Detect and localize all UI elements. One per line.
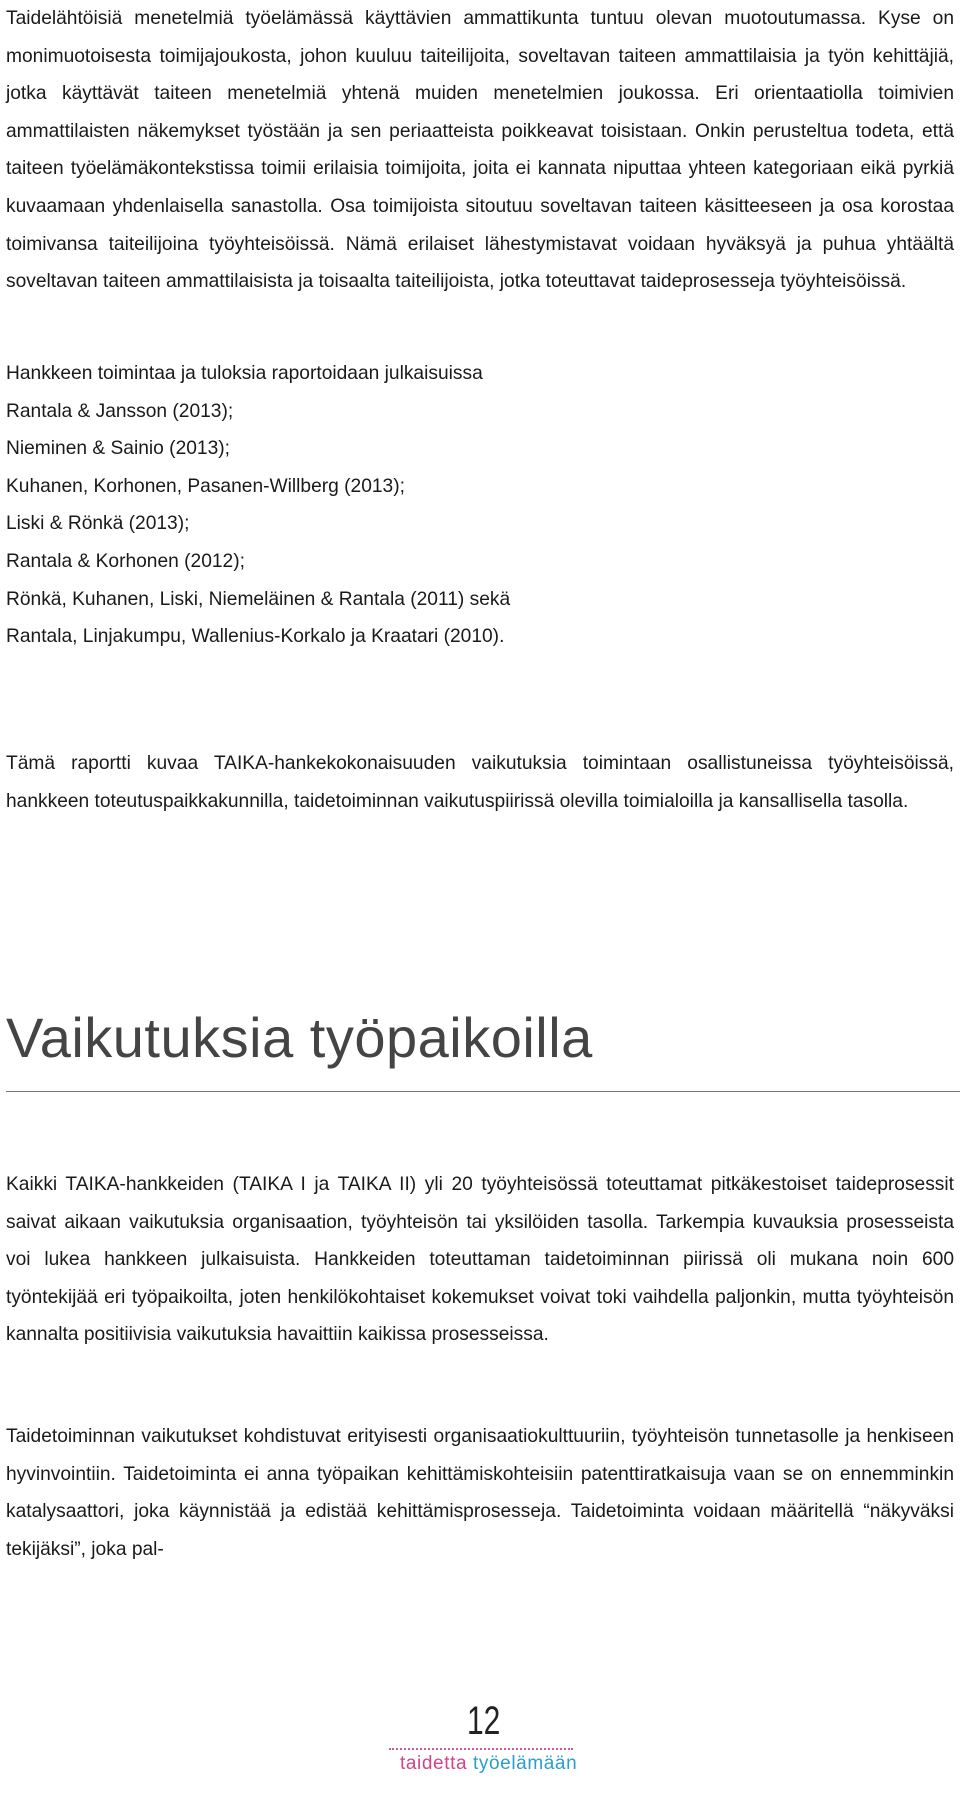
reference-item: Rantala & Jansson (2013);: [6, 400, 234, 422]
reference-item: Rantala, Linjakumpu, Wallenius-Korkalo ja Kraatari (2010).: [6, 626, 505, 648]
page-number: 12: [467, 1699, 501, 1743]
reference-item: Rönkä, Kuhanen, Liski, Niemeläinen & Rantala (2011) sekä: [6, 588, 511, 610]
section-paragraph-1: Kaikki TAIKA-hankkeiden (TAIKA I ja TAIKA II) yli 20 työyhteisössä toteuttamat pitkäkestoiset taideprosessit saivat aikaan vaikutuksia organisaation, työyhteisön tai yksilöiden tasolla. Tarkempia kuvauksia prosesseista voi lukea hankkeen julkaisuista. Hankkeiden toteuttaman taidetoiminnan piirissä oli mukana noin 600 työntekijää eri työpaikoilta, joten henkilökohtaiset kokemukset voivat toki vaihdella paljonkin, mutta työyhteisön kannalta positiivisia vaikutuksia havaittiin kaikissa prosesseissa.: [6, 1174, 954, 1346]
reference-item: Nieminen & Sainio (2013);: [6, 438, 230, 460]
brand-part-2: työelämään: [473, 1753, 578, 1774]
footer-dotted-rule: [389, 1748, 573, 1750]
references-block: [6, 355, 954, 656]
reference-item: Rantala & Korhonen (2012);: [6, 550, 245, 572]
page-footer: [0, 1698, 960, 1806]
footer-brand: [400, 1752, 577, 1776]
intro-paragraph: Taidelähtöisiä menetelmiä työelämässä käyttävien ammattikunta tuntuu olevan muotoutumassa. Kyse on monimuotoisesta toimijajoukosta, johon kuuluu taiteilijoita, soveltavan taiteen ammattilaisia ja työn kehittäjiä, jotka käyttävät taiteen menetelmiä yhtenä muiden menetelmien joukossa. Eri orientaatiolla toimivien ammattilaisten näkemykset työstään ja sen periaatteista poikkeavat toisistaan. Onkin perusteltua todeta, että taiteen työelämäkontekstissa toimii erilaisia toimijoita, joita ei kannata niputtaa yhteen kategoriaan eikä pyrkiä kuvaamaan yhdenlaisella sanastolla. Osa toimijoista sitoutuu soveltavan taiteen käsitteeseen ja osa korostaa toimivansa taiteilijoina työyhteisöissä. Nämä erilaiset lähestymistavat voidaan hyväksyä ja puhua yhtäältä soveltavan taiteen ammattilaisista ja toisaalta taiteilijoista, jotka toteuttavat taideprosesseja työyhteisöissä.: [6, 8, 954, 293]
section-heading: Vaikutuksia työpaikoilla: [6, 1006, 593, 1069]
references-intro: Hankkeen toimintaa ja tuloksia raportoidaan julkaisuissa: [6, 363, 483, 384]
heading-rule: [6, 1091, 960, 1092]
brand-part-1: taidetta: [400, 1753, 468, 1774]
reference-item: Kuhanen, Korhonen, Pasanen-Willberg (2013);: [6, 475, 405, 497]
report-paragraph: Tämä raportti kuvaa TAIKA-hankekokonaisuuden vaikutuksia toimintaan osallistuneissa työyhteisöissä, hankkeen toteutuspaikkakunnilla, taidetoiminnan vaikutuspiirissä olevilla toimialoilla ja kansallisella tasolla.: [6, 753, 954, 812]
reference-item: Liski & Rönkä (2013);: [6, 513, 190, 535]
section-paragraph-2: Taidetoiminnan vaikutukset kohdistuvat erityisesti organisaatiokulttuuriin, työyhteisön tunnetasolle ja henkiseen hyvinvointiin. Taidetoiminta ei anna työpaikan kehittämiskohteisiin patenttiratkaisuja vaan se on ennemminkin katalysaattori, joka käynnistää ja edistää kehittämisprosesseja. Taidetoiminta voidaan määritellä “näkyväksi tekijäksi”, joka pal-: [6, 1426, 954, 1560]
